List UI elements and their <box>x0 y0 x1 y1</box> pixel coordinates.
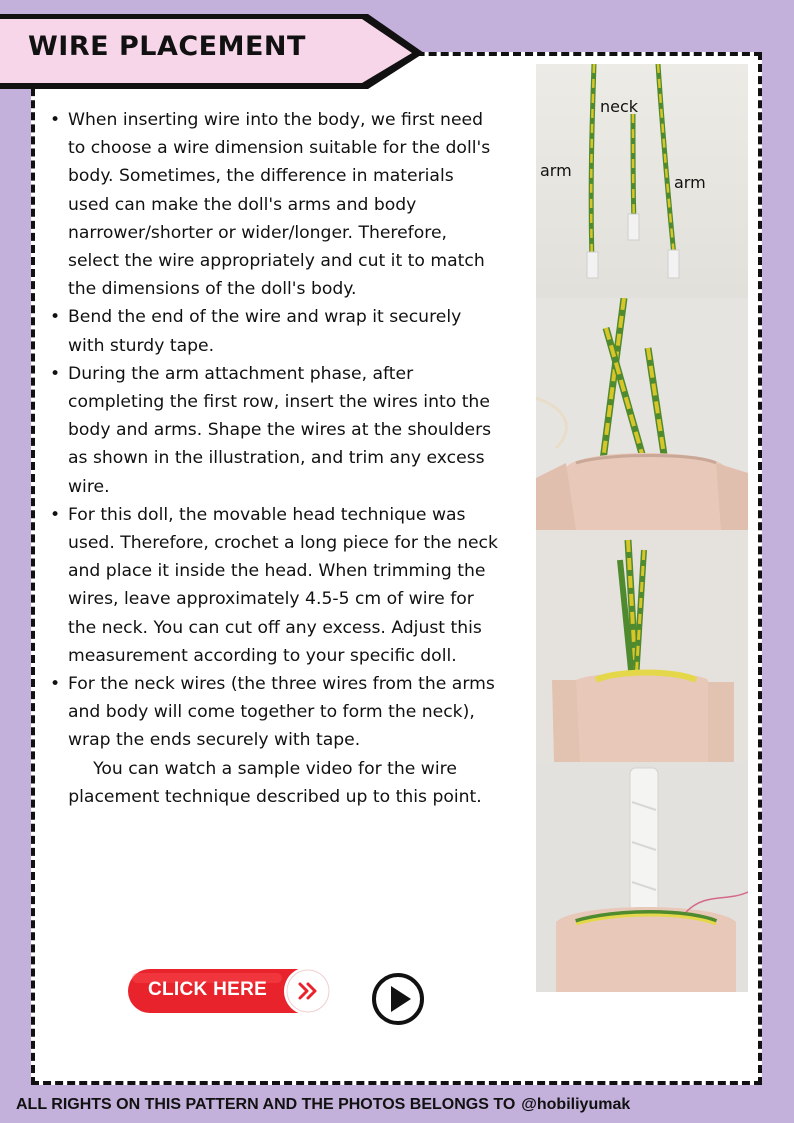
footer <box>16 1096 630 1114</box>
photo-label-arm-right: arm <box>674 173 706 192</box>
bullet-list <box>50 106 500 755</box>
video-prompt-text: You can watch a sample video for the wire placement technique described up to this point. <box>68 758 482 807</box>
photo-column <box>536 64 748 992</box>
list-item: • When inserting wire into the body, we first need to choose a wire dimension suitable for the doll's body. Sometimes, the difference in materials used can make the doll's arms and body narrower/shorter or wider/longer. Therefore, select the wire appropriately and cut it to match the dimensions of the doll's body. <box>50 106 500 303</box>
photo-taped-neck <box>536 762 748 992</box>
photo-label-arm-left: arm <box>540 161 572 180</box>
photo-trimmed-wires <box>536 530 748 762</box>
click-here-label: CLICK HERE <box>148 979 268 1000</box>
click-here-button[interactable] <box>128 967 334 1015</box>
title-banner <box>0 11 428 89</box>
photo-label-neck: neck <box>600 97 639 116</box>
photo-wires-labeled <box>536 64 748 298</box>
footer-copyright: ALL RIGHTS ON THIS PATTERN AND THE PHOTOS BELONGS TO <box>16 1096 516 1113</box>
page-title: WIRE PLACEMENT <box>28 31 306 62</box>
play-icon[interactable] <box>370 971 426 1027</box>
footer-handle: @hobiliyumak <box>521 1096 631 1113</box>
double-chevron-right-icon <box>296 979 320 1003</box>
photo-wires-in-body <box>536 298 748 530</box>
instructions <box>50 106 500 811</box>
list-item: • For the neck wires (the three wires from the arms and body will come together to form the neck), wrap the ends securely with tape. <box>50 670 500 755</box>
list-item: • For this doll, the movable head technique was used. Therefore, crochet a long piece for the neck and place it inside the head. When trimming the wires, leave approximately 4.5-5 cm of wire for the neck. You can cut off any excess. Adjust this measurement according to your specific doll. <box>50 501 500 670</box>
list-item: • During the arm attachment phase, after completing the first row, insert the wires into the body and arms. Shape the wires at the shoulders as shown in the illustration, and trim any excess wire. <box>50 360 500 501</box>
list-item: • Bend the end of the wire and wrap it securely with sturdy tape. <box>50 303 500 359</box>
